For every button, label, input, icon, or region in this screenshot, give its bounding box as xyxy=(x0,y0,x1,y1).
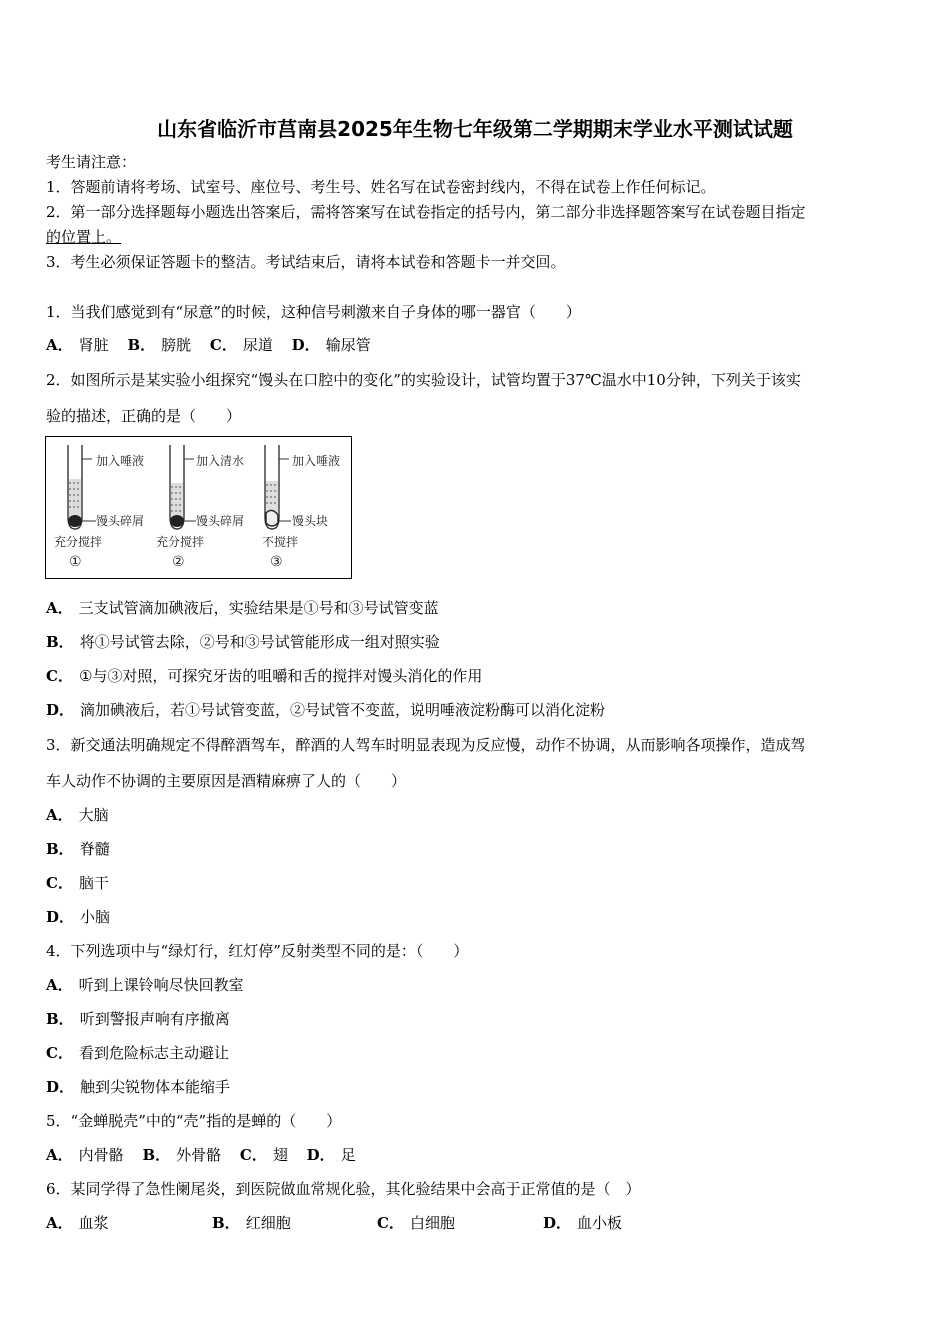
bread-crumbs xyxy=(68,515,82,527)
option-text: 大脑 xyxy=(78,806,109,824)
bread-crumbs xyxy=(170,515,184,527)
option-text: 脑干 xyxy=(78,874,109,892)
notice-item: 1．答题前请将考场、试室号、座位号、考生号、姓名写在试卷密封线内，不得在试卷上作任何标记。 xyxy=(46,178,716,196)
option-label: C． xyxy=(239,1146,267,1164)
notice-heading: 考生请注意： xyxy=(46,153,137,171)
option-text: 三支试管滴加碘液后，实验结果是①号和③号试管变蓝 xyxy=(78,599,439,617)
notice-item: 3．考生必须保证答题卡的整洁。考试结束后，请将本试卷和答题卡一并交回。 xyxy=(46,253,566,271)
tube-1-number: ① xyxy=(69,554,82,570)
question-3-stem-cont: 车人动作不协调的主要原因是酒精麻痹了人的（ ） xyxy=(46,772,407,790)
tube-2-top-label: 加入清水 xyxy=(196,454,245,468)
option-label: A． xyxy=(46,1146,73,1164)
option-label: C． xyxy=(209,336,237,354)
option-label: D． xyxy=(291,336,320,354)
option-label: D． xyxy=(46,701,75,719)
question-6-stem: 6．某同学得了急性阑尾炎，到医院做血常规化验，其化验结果中会高于正常值的是（ ） xyxy=(46,1180,641,1198)
question-6-option-d xyxy=(543,1213,622,1233)
option-text: 白细胞 xyxy=(409,1214,455,1232)
question-3-option-a xyxy=(46,805,109,825)
option-text: 红细胞 xyxy=(245,1214,291,1232)
option-text: 看到危险标志主动避让 xyxy=(78,1044,229,1062)
option-text: 足 xyxy=(340,1146,356,1164)
tube-1-bottom-label: 充分搅拌 xyxy=(54,535,103,549)
test-tube-1 xyxy=(68,445,96,529)
option-label: A． xyxy=(46,806,73,824)
question-3-option-d xyxy=(46,907,110,927)
option-label: B． xyxy=(142,1146,171,1164)
option-text: 触到尖锐物体本能缩手 xyxy=(80,1078,231,1096)
option-label: D． xyxy=(306,1146,335,1164)
question-3-option-c xyxy=(46,873,109,893)
tube-2-number: ② xyxy=(172,554,185,570)
option-label: C． xyxy=(46,874,73,892)
tube-2-bottom-label: 充分搅拌 xyxy=(156,535,205,549)
option-text: 外骨骼 xyxy=(176,1146,222,1164)
question-3-stem: 3．新交通法明确规定不得醉酒驾车，醉酒的人驾车时明显表现为反应慢，动作不协调，从而影响各项操作，造成驾 xyxy=(46,736,806,754)
liquid-fill xyxy=(69,479,81,519)
option-label: A． xyxy=(46,336,73,354)
question-5-stem: 5．“金蝉脱壳”中的“壳”指的是蝉的（ ） xyxy=(46,1112,342,1130)
option-text: 血浆 xyxy=(78,1214,109,1232)
question-6-option-c xyxy=(377,1213,455,1233)
option-text: 内骨骼 xyxy=(78,1146,124,1164)
option-label: B． xyxy=(127,336,156,354)
question-2-stem-cont: 验的描述，正确的是（ ） xyxy=(46,407,242,425)
question-6-option-a xyxy=(46,1213,109,1233)
question-4-stem: 4．下列选项中与“绿灯行，红灯停”反射类型不同的是：（ ） xyxy=(46,942,469,960)
option-text: 血小板 xyxy=(577,1214,623,1232)
tube-1-side-label: 馒头碎屑 xyxy=(96,514,145,528)
question-4-option-a xyxy=(46,975,244,995)
question-3-option-b xyxy=(46,839,110,859)
option-text: 脊髓 xyxy=(79,840,110,858)
option-label: D． xyxy=(46,908,75,926)
option-label: B． xyxy=(212,1214,240,1232)
option-label: A． xyxy=(46,1214,73,1232)
question-4-option-c xyxy=(46,1043,229,1063)
question-2-option-b xyxy=(46,632,440,652)
option-label: C． xyxy=(46,667,73,685)
option-text: 听到上课铃响尽快回教室 xyxy=(78,976,244,994)
option-label: B． xyxy=(46,633,74,651)
notice-item xyxy=(46,227,121,247)
option-label: D． xyxy=(543,1214,572,1232)
test-tube-2 xyxy=(170,445,196,529)
test-tube-figure xyxy=(45,436,352,579)
tube-2-side-label: 馒头碎屑 xyxy=(196,514,245,528)
question-1-options xyxy=(46,335,371,355)
tube-3-top-label: 加入唾液 xyxy=(292,454,341,468)
option-label: C． xyxy=(46,1044,73,1062)
question-2-option-c xyxy=(46,666,482,686)
option-label: B． xyxy=(46,840,74,858)
question-4-option-b xyxy=(46,1009,230,1029)
liquid-fill xyxy=(171,483,183,519)
option-text: 肾脏 xyxy=(78,336,109,354)
option-label: B． xyxy=(46,1010,74,1028)
option-label: A． xyxy=(46,976,73,994)
question-1-stem: 1．当我们感觉到有“尿意”的时候，这种信号刺激来自子身体的哪一器官（ ） xyxy=(46,303,581,321)
option-text: ①与③对照，可探究牙齿的咀嚼和舌的搅拌对馒头消化的作用 xyxy=(78,667,483,685)
option-text: 听到警报声响有序撤离 xyxy=(79,1010,230,1028)
question-6-option-b xyxy=(212,1213,291,1233)
question-5-options xyxy=(46,1145,356,1165)
tube-3-bottom-label: 不搅拌 xyxy=(262,535,299,549)
bread-chunk xyxy=(266,510,278,526)
question-4-option-d xyxy=(46,1077,230,1097)
tube-3-side-label: 馒头块 xyxy=(292,514,329,528)
option-label: A． xyxy=(46,599,73,617)
option-text: 小脑 xyxy=(80,908,111,926)
option-label: C． xyxy=(377,1214,404,1232)
option-text: 翅 xyxy=(272,1146,288,1164)
page-title: 山东省临沂市莒南县2025年生物七年级第二学期期末学业水平测试试题 xyxy=(157,117,793,141)
option-text: 输尿管 xyxy=(325,336,371,354)
test-tube-3 xyxy=(265,445,291,529)
option-text: 滴加碘液后，若①号试管变蓝，②号试管不变蓝，说明唾液淀粉酶可以消化淀粉 xyxy=(80,701,606,719)
tube-1-top-label: 加入唾液 xyxy=(96,454,145,468)
option-text: 尿道 xyxy=(242,336,273,354)
notice-item: 2．第一部分选择题每小题选出答案后，需将答案写在试卷指定的括号内，第二部分非选择题答案写在试卷题目指定 xyxy=(46,203,806,221)
tube-3-number: ③ xyxy=(270,554,283,570)
question-2-stem: 2．如图所示是某实验小组探究“馒头在口腔中的变化”的实验设计，试管均置于37℃温水中10分钟，下列关于该实 xyxy=(46,371,801,389)
question-2-option-a xyxy=(46,598,439,618)
question-2-option-d xyxy=(46,700,605,720)
option-text: 膀胱 xyxy=(161,336,192,354)
option-text: 将①号试管去除，②号和③号试管能形成一组对照实验 xyxy=(79,633,440,651)
notice-item-text: 的位置上。 xyxy=(46,228,122,246)
option-label: D． xyxy=(46,1078,75,1096)
